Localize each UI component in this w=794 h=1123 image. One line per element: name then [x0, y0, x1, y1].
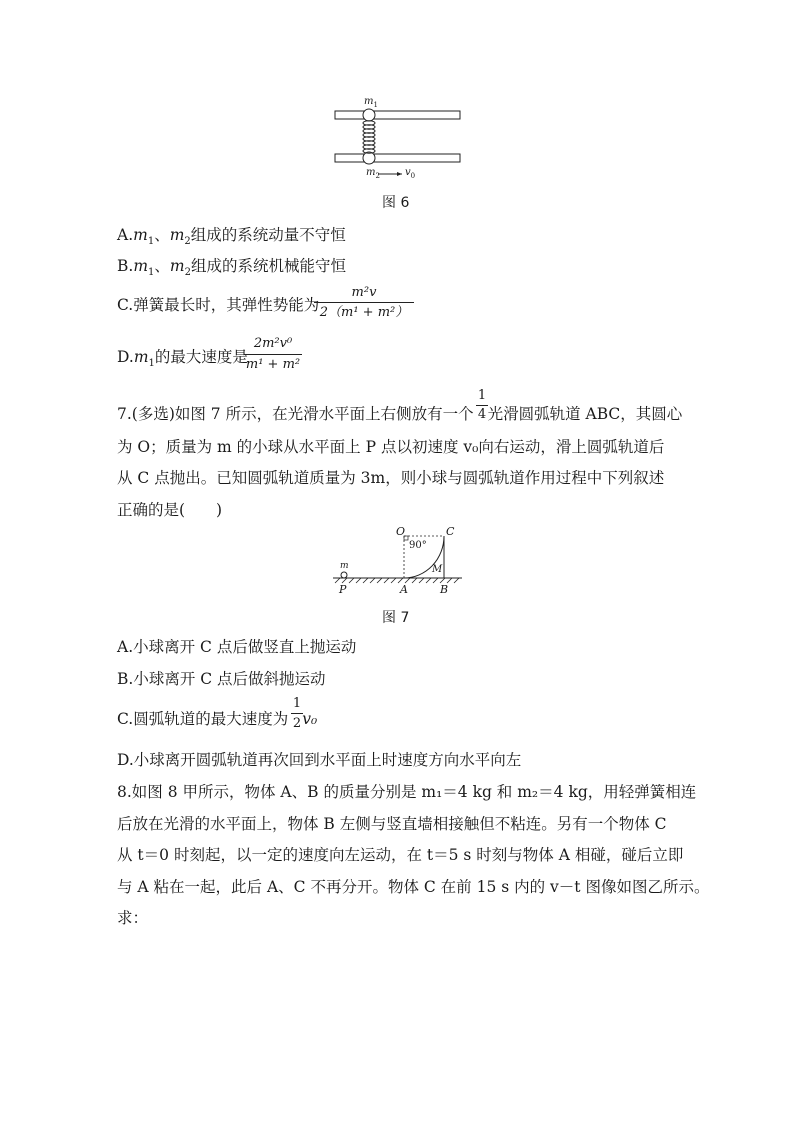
q7-option-c-bar — [291, 713, 303, 714]
q6-option-d-fraction-bar — [244, 354, 302, 355]
q6-option-c: C.弹簧最长时，其弹性势能为 — [117, 296, 320, 314]
fig6-m1-label: $m_1$ — [364, 96, 378, 109]
fig7-angle-label: 90° — [409, 540, 427, 551]
q6-option-b: $B.m_1$、$m_2$组成的系统机械能守恒 — [117, 257, 347, 279]
q7-option-a: A.小球离开 C 点后做竖直上抛运动 — [117, 638, 357, 656]
figure-6-drawing — [330, 92, 470, 184]
figure-6 — [330, 92, 470, 184]
q6-option-d-denominator: m¹ + m² — [245, 357, 301, 372]
figure-7 — [330, 522, 470, 600]
fig6-v0-label: $v_0$ — [405, 167, 416, 180]
q7-option-c-denominator: 2 — [292, 716, 302, 731]
q6-option-a: $A.m_1$、$m_2$组成的系统动量不守恒 — [117, 226, 346, 248]
fig7-O-label: O — [396, 525, 406, 538]
q7-option-d: D.小球离开圆弧轨道再次回到水平面上时速度方向水平向左 — [117, 751, 522, 769]
q8-line-1: 8.如图 8 甲所示，物体 A、B 的质量分别是 m₁＝4 kg 和 m₂＝4 kg，用轻弹簧相连 — [117, 783, 697, 801]
q8-line-2: 后放在光滑的水平面上，物体 B 左侧与竖直墙相接触但不粘连。另有一个物体 C — [117, 815, 667, 833]
q7-line-4: 正确的是( ) — [117, 501, 223, 519]
fig7-P-label: P — [339, 583, 347, 596]
q7-quarter-bar — [476, 405, 488, 406]
fig6-m2-label: $m_2$ — [366, 167, 380, 180]
q8-line-5: 求： — [117, 909, 149, 927]
q8-line-3: 从 t＝0 时刻起，以一定的速度向左运动，在 t＝5 s 时刻与物体 A 相碰，碰后立即 — [117, 846, 684, 864]
q6-option-d: $D.m_1$的最大速度是 — [117, 348, 248, 370]
q7-line-3: 从 C 点抛出。已知圆弧轨道质量为 3m，则小球与圆弧轨道作用过程中下列叙述 — [117, 469, 665, 487]
q6-option-c-fraction-bar — [314, 302, 414, 303]
q7-option-c: C.圆弧轨道的最大速度为 v₀ — [117, 710, 318, 728]
q7-line-2: 为 O；质量为 m 的小球从水平面上 P 点以初速度 v₀向右运动，滑上圆弧轨道后 — [117, 438, 665, 456]
q8-line-4: 与 A 粘在一起，此后 A、C 不再分开。物体 C 在前 15 s 内的 v－t 图像如图乙所示。 — [117, 878, 710, 896]
q6-option-d-numerator: 2m²v⁰ — [253, 336, 293, 351]
fig7-B-label: B — [440, 583, 449, 596]
fig7-M-label: M — [432, 564, 443, 575]
q7-option-b: B.小球离开 C 点后做斜抛运动 — [117, 670, 326, 688]
figure-7-caption: 图 7 — [382, 610, 410, 626]
fig7-C-label: C — [446, 525, 455, 538]
fig7-A-label: A — [400, 583, 408, 596]
q7-quarter-numerator: 1 — [477, 388, 487, 403]
q7-quarter-denominator: 4 — [477, 407, 487, 422]
q7-option-c-numerator: 1 — [292, 696, 302, 711]
q6-option-c-denominator: 2（m¹ + m²） — [319, 305, 409, 320]
figure-6-caption: 图 6 — [382, 195, 410, 211]
fig7-m-label: m — [340, 561, 349, 571]
q7-line-1: 7.(多选)如图 7 所示，在光滑水平面上右侧放有一个 光滑圆弧轨道 ABC，其圆心 — [117, 405, 683, 423]
q6-option-c-numerator: m²v — [351, 285, 377, 300]
